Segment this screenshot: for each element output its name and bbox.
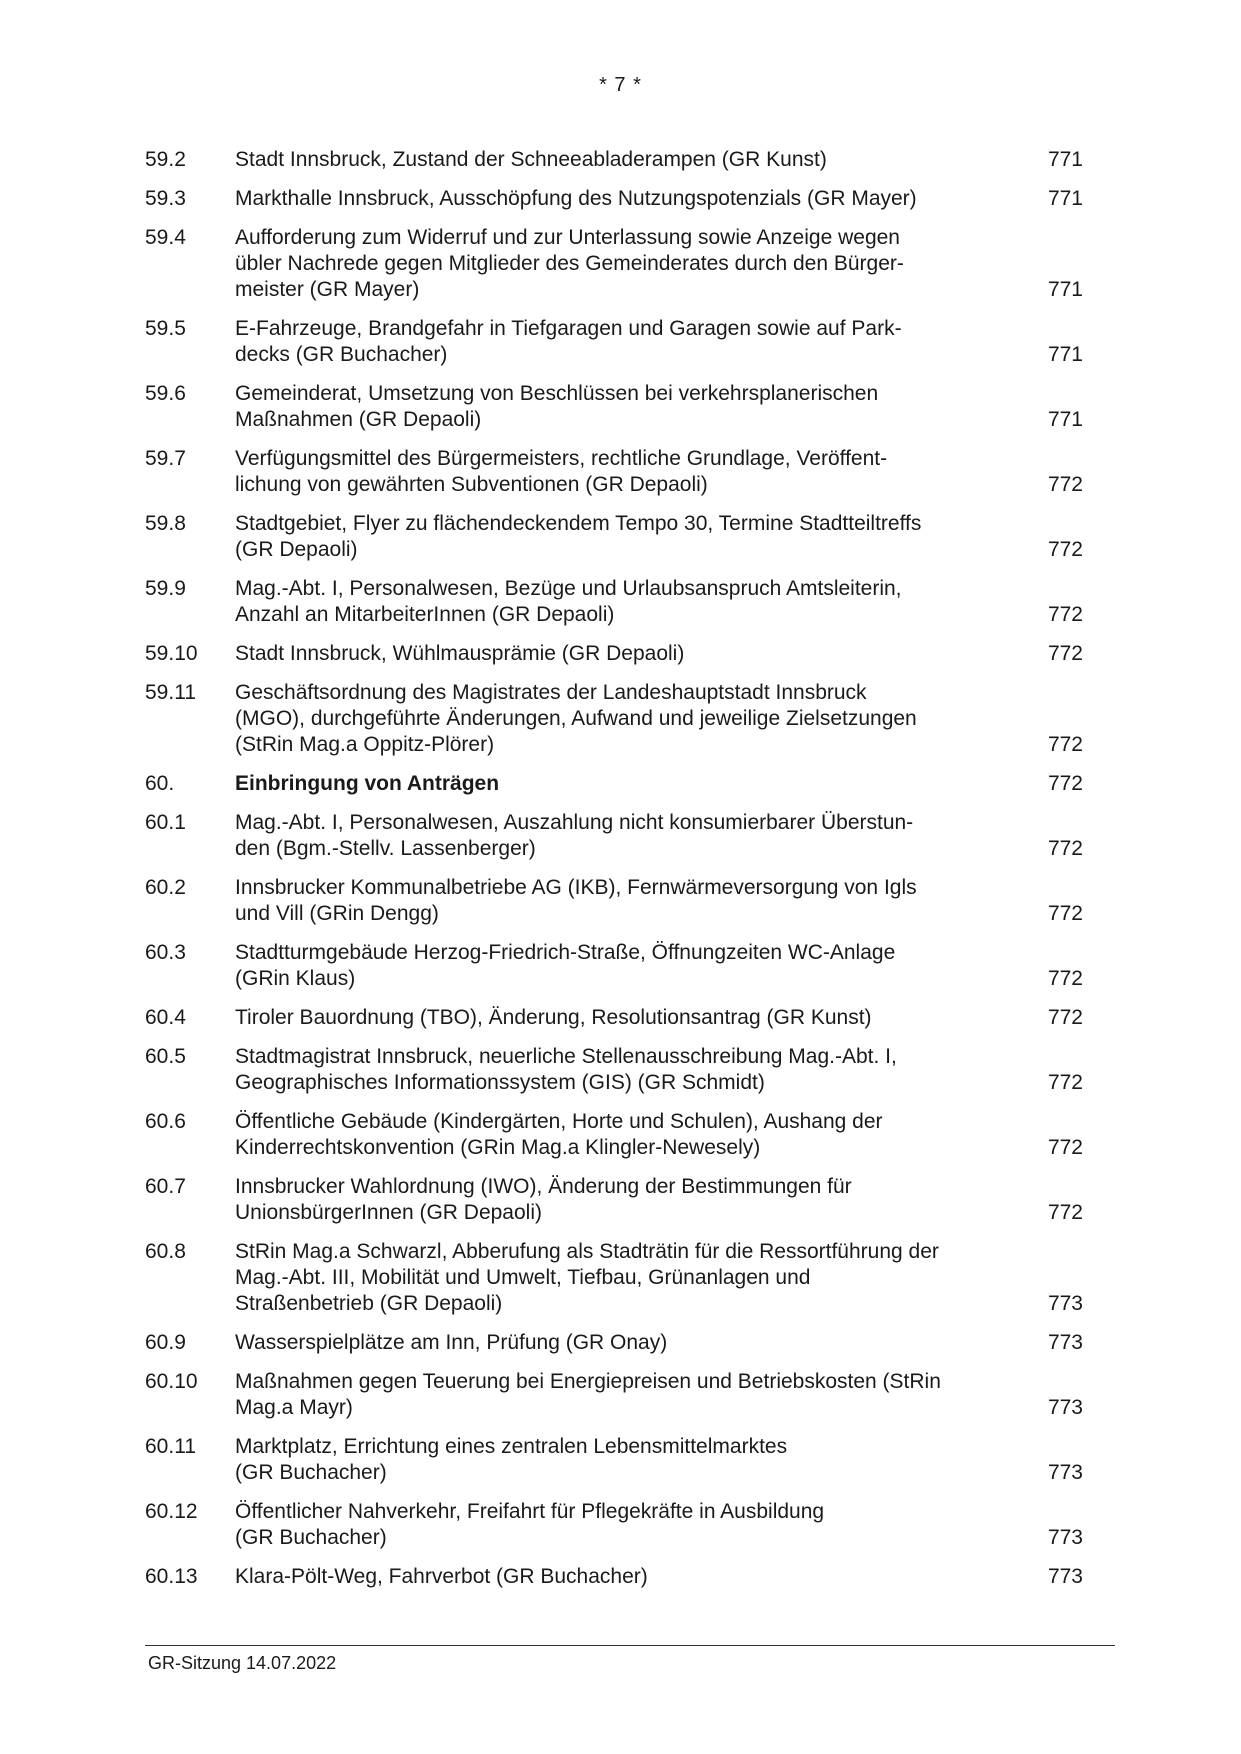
toc-entry [145, 225, 1095, 303]
toc-entry-title: Öffentlicher Nahverkehr, Freifahrt für Pflegekräfte in Ausbildung (GR Buchacher) [235, 1500, 825, 1549]
toc-entry-number: 60.6 [145, 1110, 186, 1133]
toc-entry-number: 59.9 [145, 577, 186, 600]
toc-entry [145, 186, 1095, 212]
toc-entry-page: 772 [1047, 733, 1083, 756]
toc-entry-page: 771 [1047, 187, 1083, 210]
toc-entry-title: Maßnahmen gegen Teuerung bei Energiepreisen und Betriebskosten (StRin Mag.a Mayr) [235, 1370, 941, 1419]
toc-entry [145, 1369, 1095, 1421]
toc-entry-title: Geschäftsordnung des Magistrates der Landeshauptstadt Innsbruck (MGO), durchgeführte Änderungen, Aufwand und jeweilige Zielsetzungen (StRin Mag.a Oppitz-Plörer) [235, 681, 917, 756]
toc-entry-title: Stadt Innsbruck, Wühlmausprämie (GR Depaoli) [235, 642, 685, 665]
toc-entry-title: Einbringung von Anträgen [235, 772, 500, 795]
toc-entry-title: StRin Mag.a Schwarzl, Abberufung als Stadträtin für die Ressortführung der Mag.-Abt. III, Mobilität und Umwelt, Tiefbau, Grünanlagen und Straßenbetrieb (GR Depaoli) [235, 1240, 939, 1315]
toc-entry-page: 773 [1047, 1331, 1083, 1354]
toc-entry-title: Wasserspielplätze am Inn, Prüfung (GR Onay) [235, 1331, 668, 1354]
toc-entry [145, 1005, 1095, 1031]
toc-entry [145, 940, 1095, 992]
toc-entry-title: Markthalle Innsbruck, Ausschöpfung des Nutzungspotenzials (GR Mayer) [235, 187, 917, 210]
toc-entry [145, 1564, 1095, 1590]
toc-entry-number: 60.11 [145, 1435, 196, 1458]
toc-entry-number: 59.8 [145, 512, 186, 535]
toc-entry-number: 59.4 [145, 226, 186, 249]
toc-entry-title: E-Fahrzeuge, Brandgefahr in Tiefgaragen und Garagen sowie auf Park- decks (GR Buchacher) [235, 317, 902, 366]
toc-entry-number: 60.1 [145, 811, 186, 834]
toc-entry-number: 60.8 [145, 1240, 186, 1263]
table-of-contents [145, 147, 1095, 1603]
footer-divider [145, 1645, 1115, 1646]
toc-entry-number: 59.5 [145, 317, 186, 340]
toc-entry-title: Klara-Pölt-Weg, Fahrverbot (GR Buchacher) [235, 1565, 648, 1588]
toc-entry-number: 60.9 [145, 1331, 186, 1354]
toc-entry-number: 60. [145, 772, 175, 795]
toc-entry [145, 1434, 1095, 1486]
toc-entry-page: 772 [1047, 902, 1083, 925]
toc-entry [145, 1109, 1095, 1161]
toc-entry-page: 772 [1047, 1006, 1083, 1029]
toc-entry [145, 576, 1095, 628]
toc-entry-title: Aufforderung zum Widerruf und zur Unterlassung sowie Anzeige wegen übler Nachrede gegen Mitglieder des Gemeinderates durch den Bürger- meister (GR Mayer) [235, 226, 904, 301]
toc-entry [145, 511, 1095, 563]
toc-entry [145, 316, 1095, 368]
toc-entry-number: 60.13 [145, 1565, 198, 1588]
toc-entry-number: 59.3 [145, 187, 186, 210]
toc-entry-page: 771 [1047, 343, 1083, 366]
toc-entry [145, 680, 1095, 758]
toc-entry-title: Innsbrucker Kommunalbetriebe AG (IKB), Fernwärmeversorgung von Igls und Vill (GRin Dengg) [235, 876, 917, 925]
toc-entry-page: 772 [1047, 967, 1083, 990]
toc-entry-number: 59.2 [145, 148, 186, 171]
toc-entry-title: Öffentliche Gebäude (Kindergärten, Horte und Schulen), Aushang der Kinderrechtskonvention (GRin Mag.a Klingler-Newesely) [235, 1110, 883, 1159]
toc-entry-title: Stadtturmgebäude Herzog-Friedrich-Straße, Öffnungzeiten WC-Anlage (GRin Klaus) [235, 941, 896, 990]
toc-entry-page: 772 [1047, 603, 1083, 626]
toc-entry [145, 1499, 1095, 1551]
toc-entry-page: 773 [1047, 1526, 1083, 1549]
toc-entry-page: 772 [1047, 1201, 1083, 1224]
toc-entry [145, 1239, 1095, 1317]
toc-entry [145, 1044, 1095, 1096]
toc-entry-page: 772 [1047, 772, 1083, 795]
toc-entry-title: Marktplatz, Errichtung eines zentralen Lebensmittelmarktes (GR Buchacher) [235, 1435, 788, 1484]
toc-entry [145, 381, 1095, 433]
toc-entry-page: 772 [1047, 642, 1083, 665]
toc-entry [145, 147, 1095, 173]
toc-entry-title: Stadtgebiet, Flyer zu flächendeckendem Tempo 30, Termine Stadtteiltreffs (GR Depaoli) [235, 512, 922, 561]
toc-entry-page: 773 [1047, 1292, 1083, 1315]
toc-entry [145, 1174, 1095, 1226]
toc-entry-title: Mag.-Abt. I, Personalwesen, Bezüge und Urlaubsanspruch Amtsleiterin, Anzahl an MitarbeiterInnen (GR Depaoli) [235, 577, 902, 626]
toc-section-heading [145, 771, 1095, 797]
toc-entry-page: 773 [1047, 1461, 1083, 1484]
toc-entry-title: Stadtmagistrat Innsbruck, neuerliche Stellenausschreibung Mag.-Abt. I, Geographisches Informationssystem (GIS) (GR Schmidt) [235, 1045, 897, 1094]
toc-entry-page: 771 [1047, 278, 1083, 301]
toc-entry-number: 59.11 [145, 681, 196, 704]
toc-entry-number: 59.6 [145, 382, 186, 405]
toc-entry-number: 60.10 [145, 1370, 198, 1393]
toc-entry-page: 771 [1047, 148, 1083, 171]
toc-entry [145, 875, 1095, 927]
toc-entry-page: 772 [1047, 538, 1083, 561]
page-number: * 7 * [599, 74, 642, 96]
toc-entry-number: 60.5 [145, 1045, 186, 1068]
toc-entry-title: Innsbrucker Wahlordnung (IWO), Änderung der Bestimmungen für UnionsbürgerInnen (GR Depaoli) [235, 1175, 852, 1224]
toc-entry-number: 60.2 [145, 876, 186, 899]
toc-entry [145, 446, 1095, 498]
toc-entry-title: Mag.-Abt. I, Personalwesen, Auszahlung nicht konsumierbarer Überstun- den (Bgm.-Stellv. Lassenberger) [235, 811, 914, 860]
toc-entry-title: Gemeinderat, Umsetzung von Beschlüssen bei verkehrsplanerischen Maßnahmen (GR Depaoli) [235, 382, 879, 431]
toc-entry-page: 772 [1047, 1071, 1083, 1094]
toc-entry-page: 771 [1047, 408, 1083, 431]
toc-entry-number: 60.7 [145, 1175, 186, 1198]
toc-entry [145, 1330, 1095, 1356]
toc-entry-number: 60.3 [145, 941, 186, 964]
toc-entry-title: Stadt Innsbruck, Zustand der Schneeabladerampen (GR Kunst) [235, 148, 827, 171]
toc-entry [145, 641, 1095, 667]
toc-entry-page: 772 [1047, 473, 1083, 496]
toc-entry-page: 772 [1047, 1136, 1083, 1159]
toc-entry-number: 59.7 [145, 447, 186, 470]
toc-entry-page: 773 [1047, 1396, 1083, 1419]
toc-entry-title: Verfügungsmittel des Bürgermeisters, rechtliche Grundlage, Veröffent- lichung von gewährten Subventionen (GR Depaoli) [235, 447, 888, 496]
toc-entry-number: 59.10 [145, 642, 198, 665]
toc-entry [145, 810, 1095, 862]
toc-entry-page: 773 [1047, 1565, 1083, 1588]
toc-entry-page: 772 [1047, 837, 1083, 860]
toc-entry-number: 60.4 [145, 1006, 186, 1029]
footer-session-date: GR-Sitzung 14.07.2022 [148, 1653, 337, 1673]
toc-entry-number: 60.12 [145, 1500, 198, 1523]
toc-entry-title: Tiroler Bauordnung (TBO), Änderung, Resolutionsantrag (GR Kunst) [235, 1006, 872, 1029]
